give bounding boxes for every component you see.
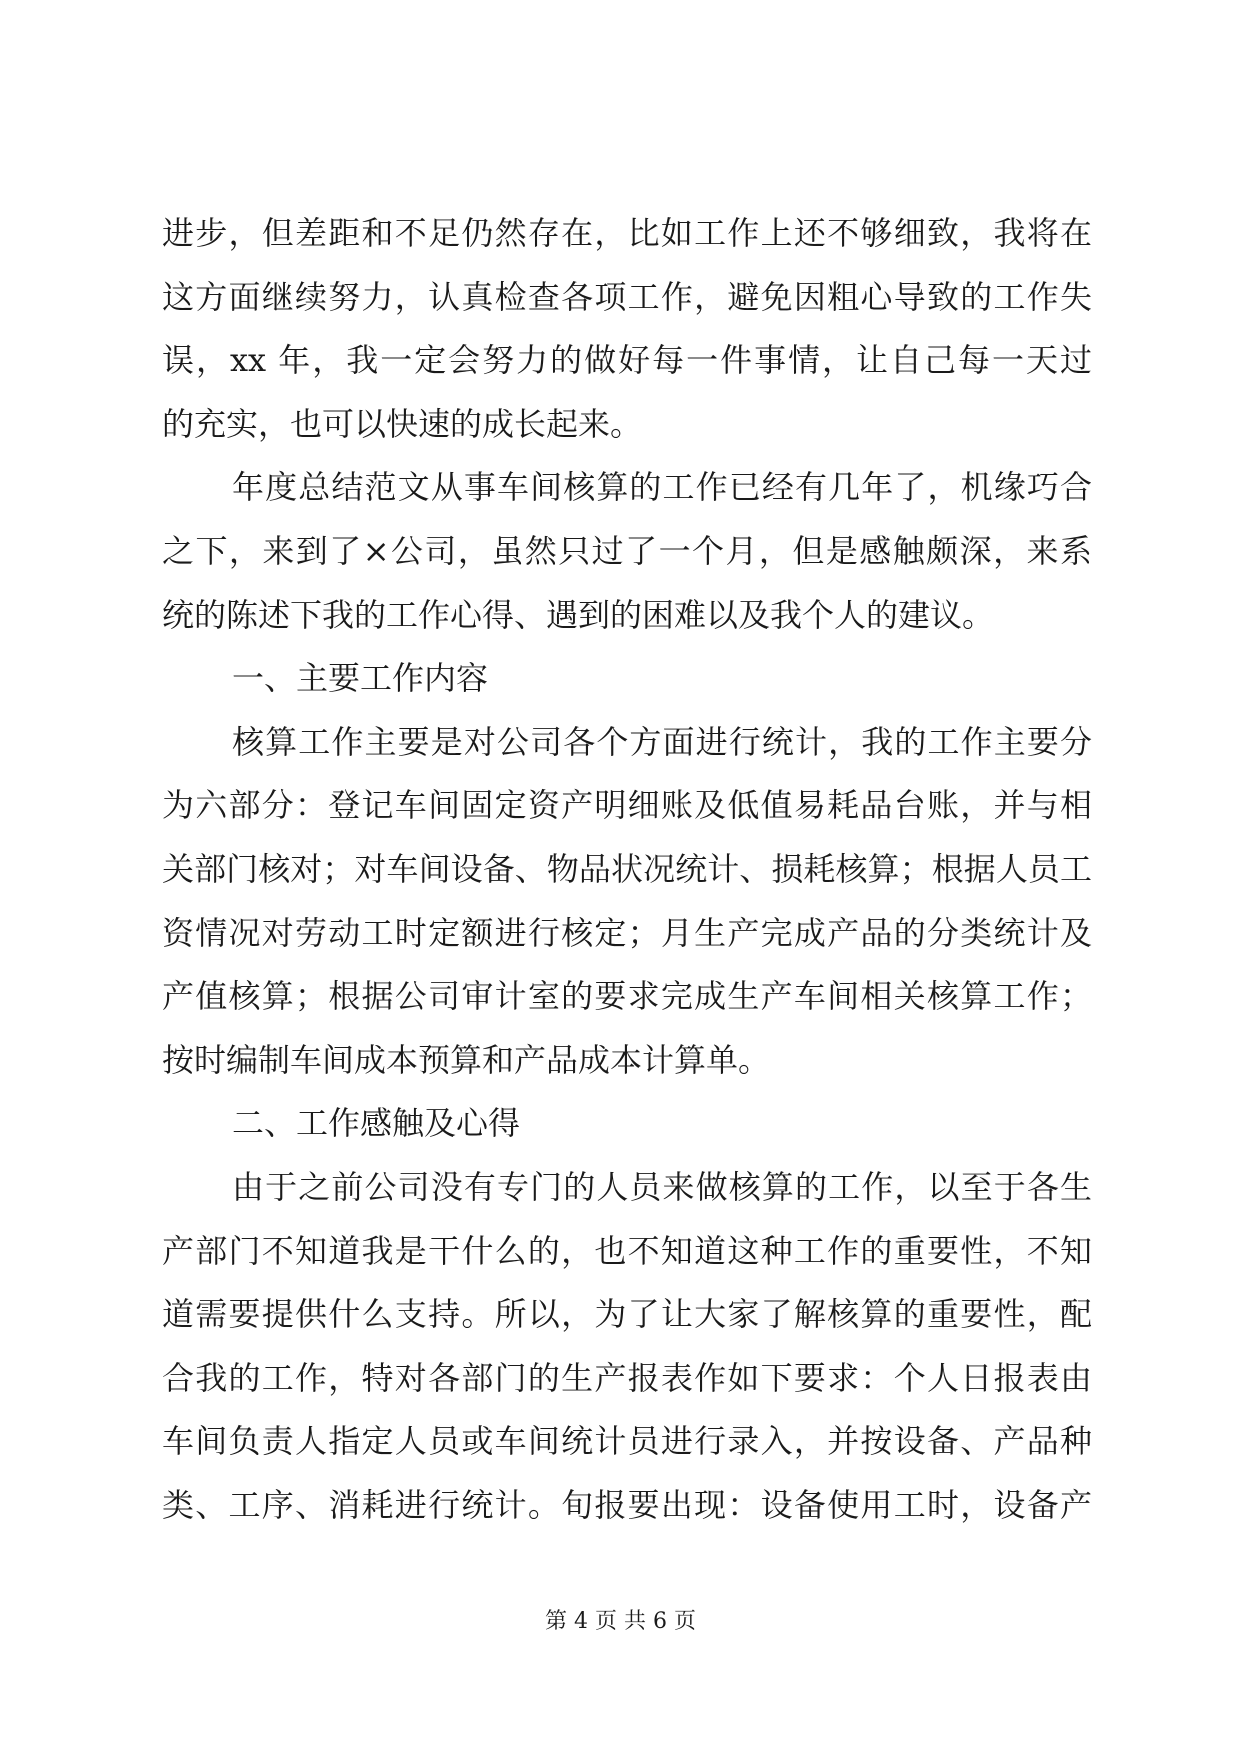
text-line: 进步，但差距和不足仍然存在，比如工作上还不够细致，我将在 [162,214,1092,252]
text-line: 合我的工作，特对各部门的生产报表作如下要求：个人日报表由 [162,1358,1092,1397]
text-line: 道需要提供什么支持。所以，为了让大家了解核算的重要性，配 [162,1295,1092,1334]
text-line: 产值核算；根据公司审计室的要求完成生产车间相关核算工作； [162,977,1092,1016]
text-line: 统的陈述下我的工作心得、遇到的困难以及我个人的建议。 [162,595,995,634]
text-line: 关部门核对；对车间设备、物品状况统计、损耗核算；根据人员工 [162,849,1092,888]
text-line: 二、工作感触及心得 [232,1104,521,1143]
text-line: 由于之前公司没有专门的人员来做核算的工作，以至于各生 [232,1167,1092,1206]
text-line: 之下，来到了×公司，虽然只过了一个月，但是感触颇深，来系 [162,531,1092,570]
text-line: 产部门不知道我是干什么的，也不知道这种工作的重要性，不知 [162,1231,1092,1270]
text-line: 资情况对劳动工时定额进行核定；月生产完成产品的分类统计及 [162,913,1092,952]
text-line: 为六部分：登记车间固定资产明细账及低值易耗品台账，并与相 [162,786,1092,825]
page-footer: 第 4 页 共 6 页 [545,1609,696,1634]
document-body [162,202,1092,1537]
text-line: 按时编制车间成本预算和产品成本计算单。 [162,1040,771,1079]
text-line: 年度总结范文从事车间核算的工作已经有几年了，机缘巧合 [232,468,1092,507]
text-line: 一、主要工作内容 [232,659,489,698]
text-line: 核算工作主要是对公司各个方面进行统计，我的工作主要分 [232,722,1092,761]
text-line: 误，xx 年，我一定会努力的做好每一件事情，让自己每一天过 [162,341,1092,380]
text-line: 车间负责人指定人员或车间统计员进行录入，并按设备、产品种 [162,1422,1092,1461]
text-line: 类、工序、消耗进行统计。旬报要出现：设备使用工时，设备产 [162,1485,1092,1524]
text-line: 的充实，也可以快速的成长起来。 [162,404,643,443]
text-line: 这方面继续努力，认真检查各项工作，避免因粗心导致的工作失 [162,277,1092,316]
